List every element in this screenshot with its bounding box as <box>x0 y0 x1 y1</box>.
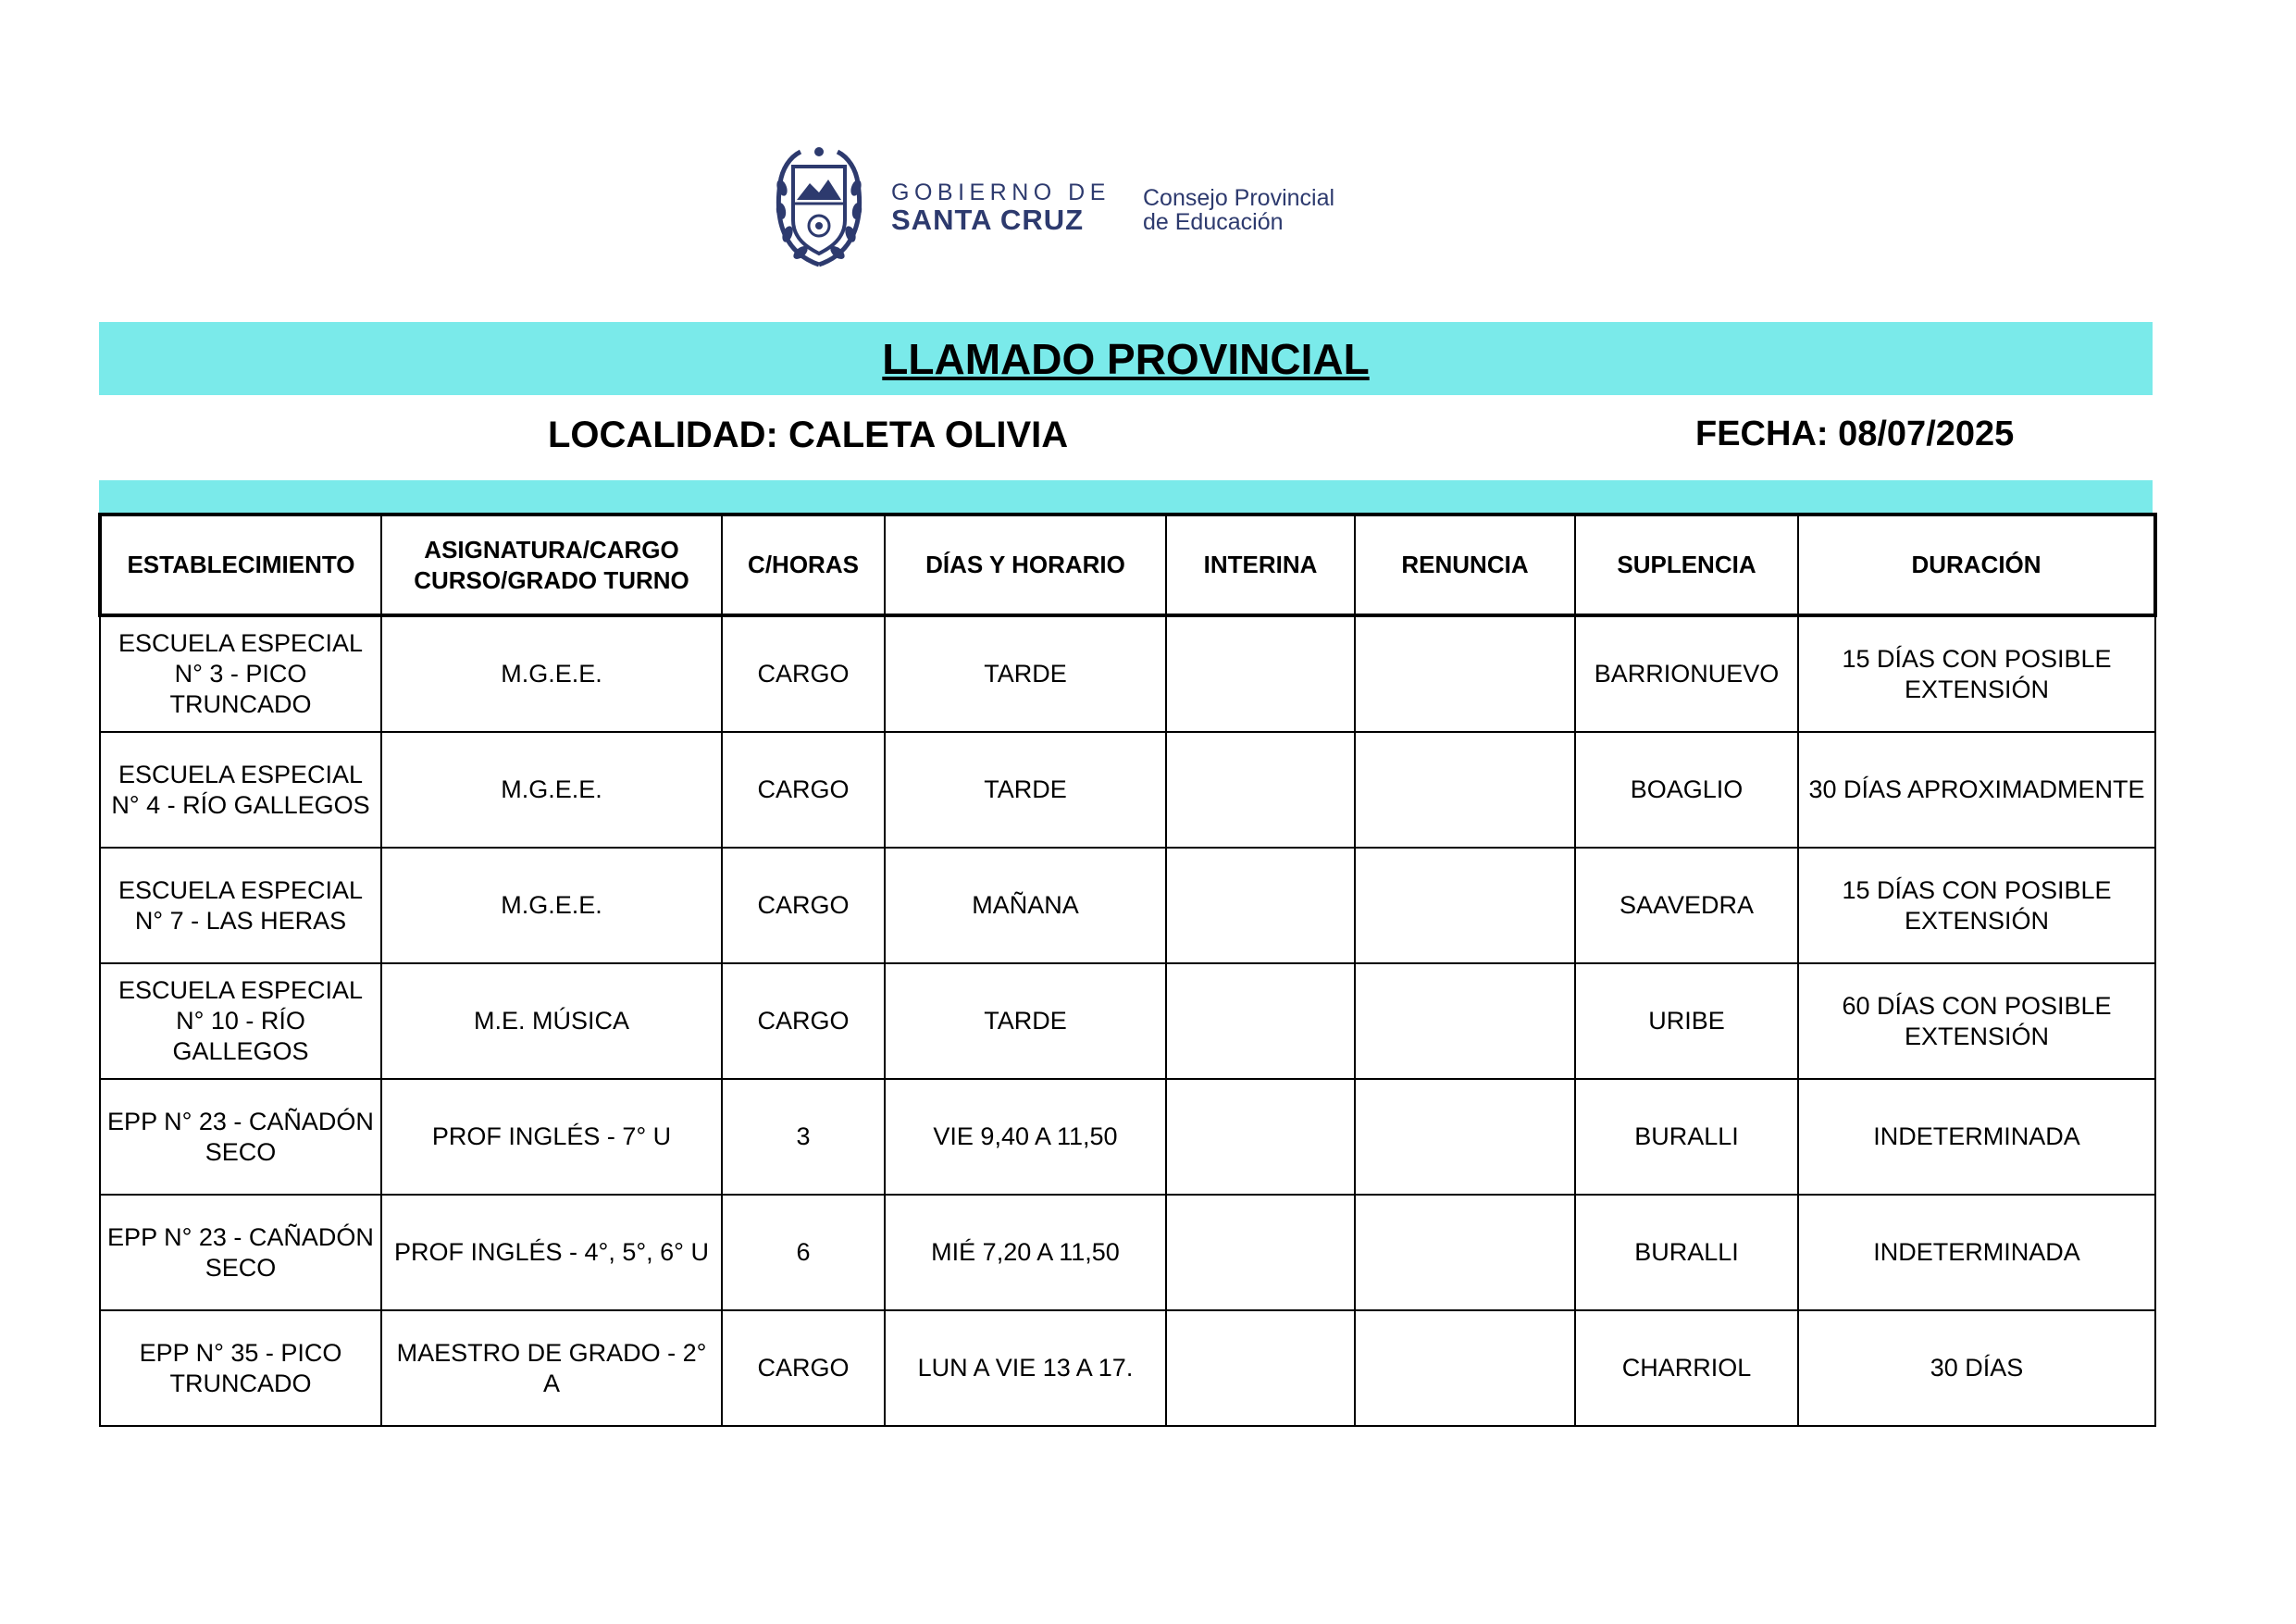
title-band <box>99 322 2153 395</box>
table-row <box>100 963 2155 1079</box>
cell-renuncia <box>1355 615 1575 732</box>
cell-suplencia: BURALLI <box>1575 1195 1798 1310</box>
cell-establecimiento: EPP N° 23 - CAÑADÓN SECO <box>100 1195 381 1310</box>
cell-asignatura: M.G.E.E. <box>381 848 722 963</box>
cell-interina <box>1166 732 1355 848</box>
santa-cruz-seal-icon <box>773 146 865 271</box>
cell-interina <box>1166 1079 1355 1195</box>
cell-horas: CARGO <box>722 615 885 732</box>
cell-asignatura: MAESTRO DE GRADO - 2° A <box>381 1310 722 1426</box>
cell-establecimiento: ESCUELA ESPECIAL N° 3 - PICO TRUNCADO <box>100 615 381 732</box>
column-header: RENUNCIA <box>1355 514 1575 615</box>
cell-establecimiento: ESCUELA ESPECIAL N° 4 - RÍO GALLEGOS <box>100 732 381 848</box>
cell-duracion: INDETERMINADA <box>1798 1079 2155 1195</box>
cell-renuncia <box>1355 848 1575 963</box>
cell-horas: CARGO <box>722 1310 885 1426</box>
cell-horario: TARDE <box>885 732 1166 848</box>
table-row <box>100 848 2155 963</box>
cell-horario: MIÉ 7,20 A 11,50 <box>885 1195 1166 1310</box>
table-row <box>100 615 2155 732</box>
table-row <box>100 1195 2155 1310</box>
cell-establecimiento: EPP N° 23 - CAÑADÓN SECO <box>100 1079 381 1195</box>
government-name-bottom: SANTA CRUZ <box>891 204 1085 236</box>
column-header: ESTABLECIMIENTO <box>100 514 381 615</box>
table-row <box>100 732 2155 848</box>
cell-duracion: 60 DÍAS CON POSIBLE EXTENSIÓN <box>1798 963 2155 1079</box>
cell-duracion: 30 DÍAS <box>1798 1310 2155 1426</box>
council-name-line2: de Educación <box>1143 209 1284 235</box>
cell-horario: MAÑANA <box>885 848 1166 963</box>
table-row <box>100 1079 2155 1195</box>
council-name-line1: Consejo Provincial <box>1143 185 1335 211</box>
cell-horas: CARGO <box>722 732 885 848</box>
cell-interina <box>1166 1195 1355 1310</box>
column-header: DÍAS Y HORARIO <box>885 514 1166 615</box>
cell-horario: TARDE <box>885 963 1166 1079</box>
cell-horario: LUN A VIE 13 A 17. <box>885 1310 1166 1426</box>
table-header-row <box>100 514 2155 615</box>
cell-interina <box>1166 615 1355 732</box>
cell-suplencia: BOAGLIO <box>1575 732 1798 848</box>
cell-interina <box>1166 1310 1355 1426</box>
cell-interina <box>1166 848 1355 963</box>
cell-establecimiento: EPP N° 35 - PICO TRUNCADO <box>100 1310 381 1426</box>
vacancies-table <box>98 513 2157 1427</box>
cell-horario: VIE 9,40 A 11,50 <box>885 1079 1166 1195</box>
cell-renuncia <box>1355 732 1575 848</box>
government-name-top: GOBIERNO DE <box>891 180 1111 205</box>
column-header: SUPLENCIA <box>1575 514 1798 615</box>
cell-asignatura: M.G.E.E. <box>381 732 722 848</box>
cell-duracion: 15 DÍAS CON POSIBLE EXTENSIÓN <box>1798 848 2155 963</box>
cell-suplencia: BARRIONUEVO <box>1575 615 1798 732</box>
cell-suplencia: SAAVEDRA <box>1575 848 1798 963</box>
page-title: LLAMADO PROVINCIAL <box>882 334 1370 383</box>
header-logo <box>773 146 1347 271</box>
localidad-label: LOCALIDAD: CALETA OLIVIA <box>548 415 1069 455</box>
cell-duracion: 15 DÍAS CON POSIBLE EXTENSIÓN <box>1798 615 2155 732</box>
cell-renuncia <box>1355 963 1575 1079</box>
column-header: DURACIÓN <box>1798 514 2155 615</box>
cell-suplencia: BURALLI <box>1575 1079 1798 1195</box>
column-header: ASIGNATURA/CARGO CURSO/GRADO TURNO <box>381 514 722 615</box>
cell-renuncia <box>1355 1195 1575 1310</box>
cell-suplencia: CHARRIOL <box>1575 1310 1798 1426</box>
cell-establecimiento: ESCUELA ESPECIAL N° 10 - RÍO GALLEGOS <box>100 963 381 1079</box>
cell-asignatura: PROF INGLÉS - 4°, 5°, 6° U <box>381 1195 722 1310</box>
column-header: INTERINA <box>1166 514 1355 615</box>
cell-horas: CARGO <box>722 963 885 1079</box>
cell-horas: CARGO <box>722 848 885 963</box>
cell-establecimiento: ESCUELA ESPECIAL N° 7 - LAS HERAS <box>100 848 381 963</box>
cell-interina <box>1166 963 1355 1079</box>
table-top-band <box>99 480 2153 513</box>
cell-asignatura: M.G.E.E. <box>381 615 722 732</box>
cell-duracion: INDETERMINADA <box>1798 1195 2155 1310</box>
cell-duracion: 30 DÍAS APROXIMADMENTE <box>1798 732 2155 848</box>
column-header: C/HORAS <box>722 514 885 615</box>
cell-asignatura: PROF INGLÉS - 7° U <box>381 1079 722 1195</box>
cell-horas: 6 <box>722 1195 885 1310</box>
table-row <box>100 1310 2155 1426</box>
cell-asignatura: M.E. MÚSICA <box>381 963 722 1079</box>
fecha-label: FECHA: 08/07/2025 <box>1695 415 2015 453</box>
cell-suplencia: URIBE <box>1575 963 1798 1079</box>
cell-horario: TARDE <box>885 615 1166 732</box>
cell-horas: 3 <box>722 1079 885 1195</box>
cell-renuncia <box>1355 1310 1575 1426</box>
cell-renuncia <box>1355 1079 1575 1195</box>
